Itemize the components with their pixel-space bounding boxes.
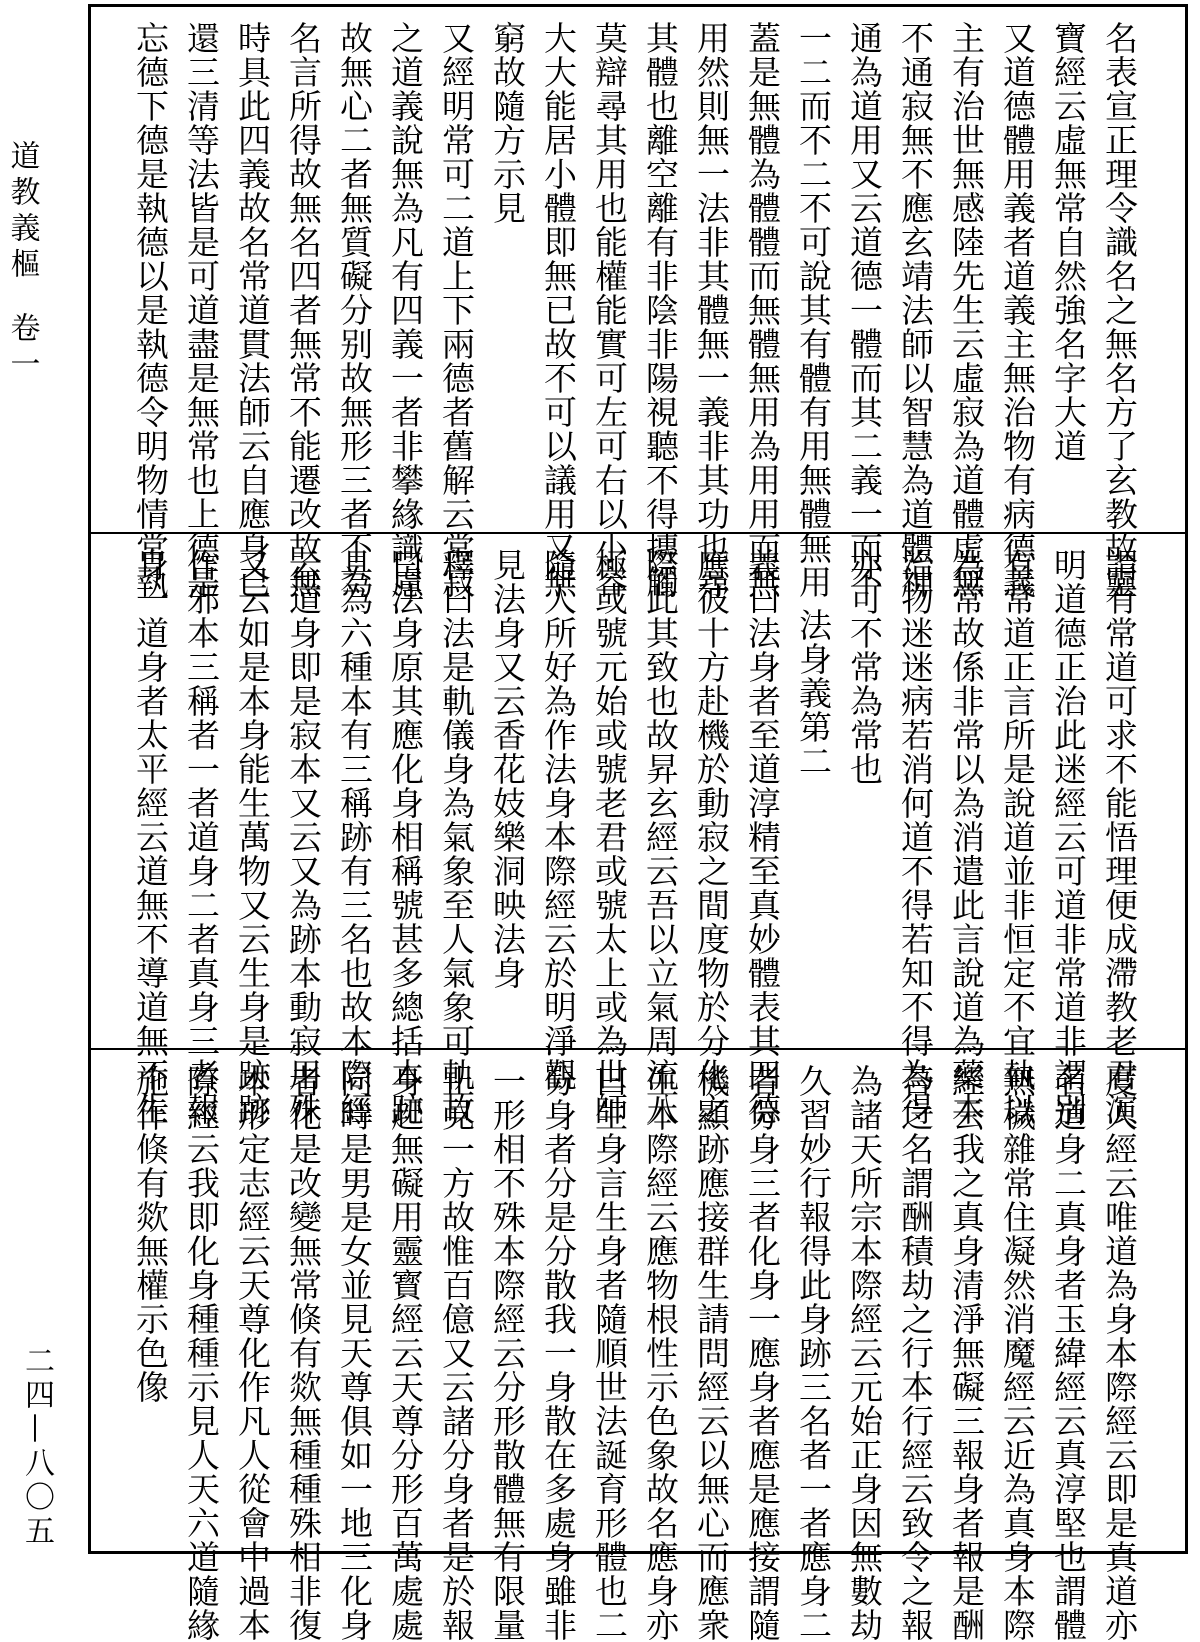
register-bottom — [91, 1050, 1185, 1642]
text-column: 者化是改變無常倏有欻無種種殊相非復 — [284, 1064, 323, 1642]
text-column: 名道身二真身者玉緯經云真淳堅也謂體 — [1049, 1064, 1088, 1642]
text-column: 極或號元始或號老君或號太上或為世師 — [590, 548, 629, 1126]
text-column: 還三清等法皆是可道盡是無常也上德是 — [182, 21, 221, 599]
text-column: 寶經云虛無常自然強名字大道 — [1049, 21, 1088, 463]
text-column: 蓋是無體為體體而無體無用為用用而無 — [743, 21, 782, 599]
text-column: 本形定志經云天尊化作凡人從會中過本 — [233, 1064, 272, 1642]
text-column: 機顯跡應接群生請問經云以無心而應衆 — [692, 1064, 731, 1642]
text-column: 忘德下德是執德以是執德令明物情常執 — [131, 21, 170, 599]
text-column: 應彼十方赴機於動寂之間度物於分化之 — [692, 548, 731, 1126]
text-block-middle — [125, 548, 1145, 1126]
text-column: 一形相不殊本際經云分形散體無有限量 — [488, 1064, 527, 1642]
text-column: 經云我之真身清淨無礙三報身者報是酬 — [947, 1064, 986, 1642]
text-column: 止見一方故惟百億又云諸分身者是於報 — [437, 1064, 476, 1642]
text-column: 通為道用又云道德一體而其二義一而不 — [845, 21, 884, 599]
register-middle — [91, 534, 1185, 1126]
text-column: 用然則無一法非其體無一義非其功也尋 — [692, 21, 731, 599]
text-column: 故無心二者無質礙分别故無形三者不為 — [335, 21, 374, 599]
text-column: 之道義說無為凡有四義一者非攀緣識慮 — [386, 21, 425, 599]
text-column: 同時是男是女並見天尊俱如一地三化身 — [335, 1064, 374, 1642]
text-column: 又經明常可二道上下兩德者舊解云常寂 — [437, 21, 476, 599]
text-column: 大大能居小體即無已故不可以議用又無 — [539, 21, 578, 599]
text-column: 際此其致也故昇玄經云吾以立氣周流八 — [641, 548, 680, 1126]
text-column: 釋曰法是軌儀身為氣象至人氣象可軌故 — [437, 548, 476, 1126]
text-column: 窮故隨方示見 — [488, 21, 527, 225]
text-column: 亦可不常為常也 — [845, 548, 884, 786]
text-column: 曰生身言生身者隨順世法誕育形體也二 — [590, 1064, 629, 1642]
text-column: 度人經云唯道為身本際經云即是真道亦 — [1100, 1064, 1139, 1642]
text-column: 主有治世無感陸先生云虛寂為道體虛無 — [947, 21, 986, 599]
text-column: 其體也離空離有非陰非陽視聽不得摶觸 — [641, 21, 680, 599]
text-column: 曰法身原其應化身相稱號甚多總括本跡 — [386, 548, 425, 1126]
text-column: 有常道正言所是說道並非恒定不宜執以 — [998, 548, 1037, 1126]
text-column: 又云如是本身能生萬物又云生身是跡跡 — [233, 548, 272, 1126]
book-title: 道教義樞 — [4, 140, 40, 284]
text-column: 治物迷迷病若消何道不得若知不得為得 — [896, 548, 935, 1126]
text-column: 身一道身者太平經云道無不導道無不生 — [131, 548, 170, 1126]
register-top — [91, 7, 1185, 599]
text-column: 明道德正治此迷經云可道非常道非謂别 — [1049, 548, 1088, 1126]
text-column: 施作倏有欻無權示色像 — [131, 1064, 170, 1404]
margin-page-number: 二四—八〇五 — [19, 1345, 54, 1549]
text-column: 者分身三者化身一應身者應是應接謂隨 — [743, 1064, 782, 1642]
text-column: 為常故係非常以為消遣此言說道為藥本 — [947, 548, 986, 1126]
text-block-bottom — [125, 1064, 1145, 1642]
text-column: 際經云我即化身種種示見人天六道隨緣 — [182, 1064, 221, 1642]
text-column: 具為六種本有三稱跡有三名也故本際經 — [335, 548, 374, 1126]
text-column: 名言所得故無名四者無常不能遷改故無 — [284, 21, 323, 599]
text-column: 無穢雜常住凝然消魔經云近為真身本際 — [998, 1064, 1037, 1642]
text-column: 名表宣正理令識名之無名方了玄教故靈 — [1100, 21, 1139, 599]
text-column: 不通寂無不應玄靖法師以智慧為道體神 — [896, 21, 935, 599]
text-column: 分身者分是分散我一身散在多處身雖非 — [539, 1064, 578, 1642]
text-column: 一二而不二不可說其有體有用無體無用 — [794, 21, 833, 599]
text-column: 久習妙行報得此身跡三名者一者應身二 — [794, 1064, 833, 1642]
margin-book-title — [6, 140, 38, 384]
text-column: 時具此四義故名常道貫法師云自應身已 — [233, 21, 272, 599]
text-column: 莫辯尋其用也能權能實可左可右以小容 — [590, 21, 629, 599]
text-column: 謂有常道可求不能悟理便成滯教老君演 — [1100, 548, 1139, 1126]
section-heading: 法身義第二 — [794, 608, 833, 778]
volume-label: 卷一 — [4, 312, 40, 384]
text-column: 云道身即是寂本又云又為跡本動寂用殊 — [284, 548, 323, 1126]
text-column: 又道德體用義者道義主無治物有病德義 — [998, 21, 1037, 599]
text-column: 荅之名謂酬積劫之行本行經云致令之報 — [896, 1064, 935, 1642]
text-column: 義曰法身者至道淳精至真妙體表其四德 — [743, 548, 782, 1126]
text-block-top — [125, 21, 1145, 599]
text-column: 隨人所好為作法身本際經云於明淨觀 — [539, 548, 578, 1092]
page-frame — [88, 4, 1188, 1642]
text-column: 作邪本三稱者一者道身二者真身三者報 — [182, 548, 221, 1126]
text-column: 身起無礙用靈寳經云天尊分形百萬處處 — [386, 1064, 425, 1642]
text-column: 生本際經云應物根性示色象故名應身亦 — [641, 1064, 680, 1642]
text-column: 見法身又云香花妓樂洞映法身 — [488, 548, 527, 990]
text-column: 為諸天所宗本際經云元始正身因無數劫 — [845, 1064, 884, 1642]
